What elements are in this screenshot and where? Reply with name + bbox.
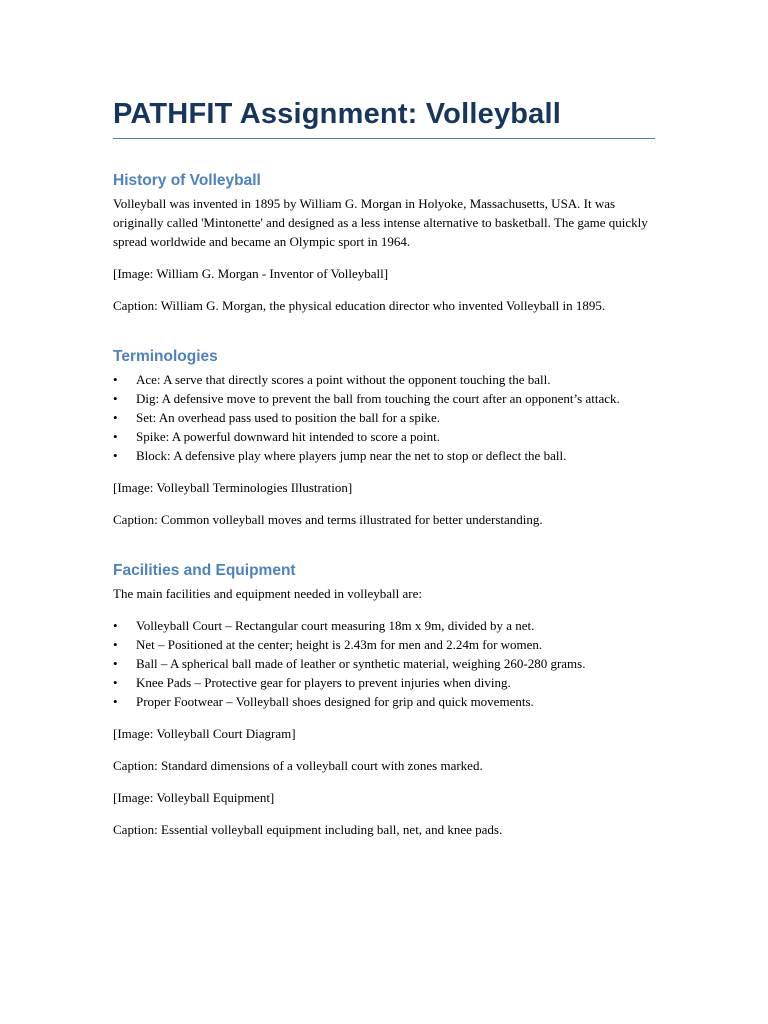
equipment-caption: Caption: Essential volleyball equipment including ball, net, and knee pads. (113, 822, 503, 837)
bullet-icon: • (113, 429, 118, 444)
list-item (113, 446, 655, 465)
list-item-text: Spike: A powerful downward hit intended to score a point. (136, 429, 441, 444)
facilities-intro: The main facilities and equipment needed in volleyball are: (113, 586, 422, 601)
bullet-icon: • (113, 694, 118, 709)
equipment-image-placeholder: [Image: Volleyball Equipment] (113, 790, 275, 805)
terminologies-image-placeholder: [Image: Volleyball Terminologies Illustration] (113, 480, 353, 495)
list-item (113, 673, 655, 692)
history-body: Volleyball was invented in 1895 by William G. Morgan in Holyoke, Massachusetts, USA. It was originally called 'Mintonette' and designed as a less intense alternative to basketball. The game quickly spread worldwide and became an Olympic sport in 1964. (113, 196, 648, 249)
list-item-text: Knee Pads – Protective gear for players to prevent injuries when diving. (136, 675, 511, 690)
terminologies-heading: Terminologies (113, 348, 218, 365)
list-item-text: Net – Positioned at the center; height is 2.43m for men and 2.24m for women. (136, 637, 543, 652)
court-image-placeholder: [Image: Volleyball Court Diagram] (113, 726, 296, 741)
list-item (113, 427, 655, 446)
bullet-icon: • (113, 410, 118, 425)
list-item-text: Ball – A spherical ball made of leather or synthetic material, weighing 260-280 grams. (136, 656, 586, 671)
bullet-icon: • (113, 448, 118, 463)
bullet-icon: • (113, 391, 118, 406)
list-item (113, 408, 655, 427)
list-item (113, 692, 655, 711)
list-item (113, 389, 655, 408)
facilities-list (113, 616, 655, 711)
list-item (113, 616, 655, 635)
list-item-text: Set: An overhead pass used to position the ball for a spike. (136, 410, 441, 425)
list-item-text: Dig: A defensive move to prevent the ball from touching the court after an opponent’s attack. (136, 391, 620, 406)
list-item-text: Ace: A serve that directly scores a point without the opponent touching the ball. (136, 372, 551, 387)
bullet-icon: • (113, 372, 118, 387)
facilities-heading: Facilities and Equipment (113, 562, 296, 579)
bullet-icon: • (113, 637, 118, 652)
history-heading: History of Volleyball (113, 172, 261, 189)
list-item (113, 635, 655, 654)
document-content (113, 92, 655, 839)
history-caption: Caption: William G. Morgan, the physical education director who invented Volleyball in 1895. (113, 298, 606, 313)
bullet-icon: • (113, 618, 118, 633)
title-underline (113, 138, 655, 139)
list-item (113, 654, 655, 673)
list-item (113, 370, 655, 389)
list-item-text: Volleyball Court – Rectangular court measuring 18m x 9m, divided by a net. (136, 618, 535, 633)
bullet-icon: • (113, 656, 118, 671)
terminologies-list (113, 370, 655, 465)
list-item-text: Proper Footwear – Volleyball shoes designed for grip and quick movements. (136, 694, 534, 709)
history-image-placeholder: [Image: William G. Morgan - Inventor of Volleyball] (113, 266, 389, 281)
list-item-text: Block: A defensive play where players jump near the net to stop or deflect the ball. (136, 448, 567, 463)
court-caption: Caption: Standard dimensions of a volleyball court with zones marked. (113, 758, 483, 773)
page-title: PATHFIT Assignment: Volleyball (113, 98, 562, 130)
bullet-icon: • (113, 675, 118, 690)
terminologies-caption: Caption: Common volleyball moves and terms illustrated for better understanding. (113, 512, 543, 527)
